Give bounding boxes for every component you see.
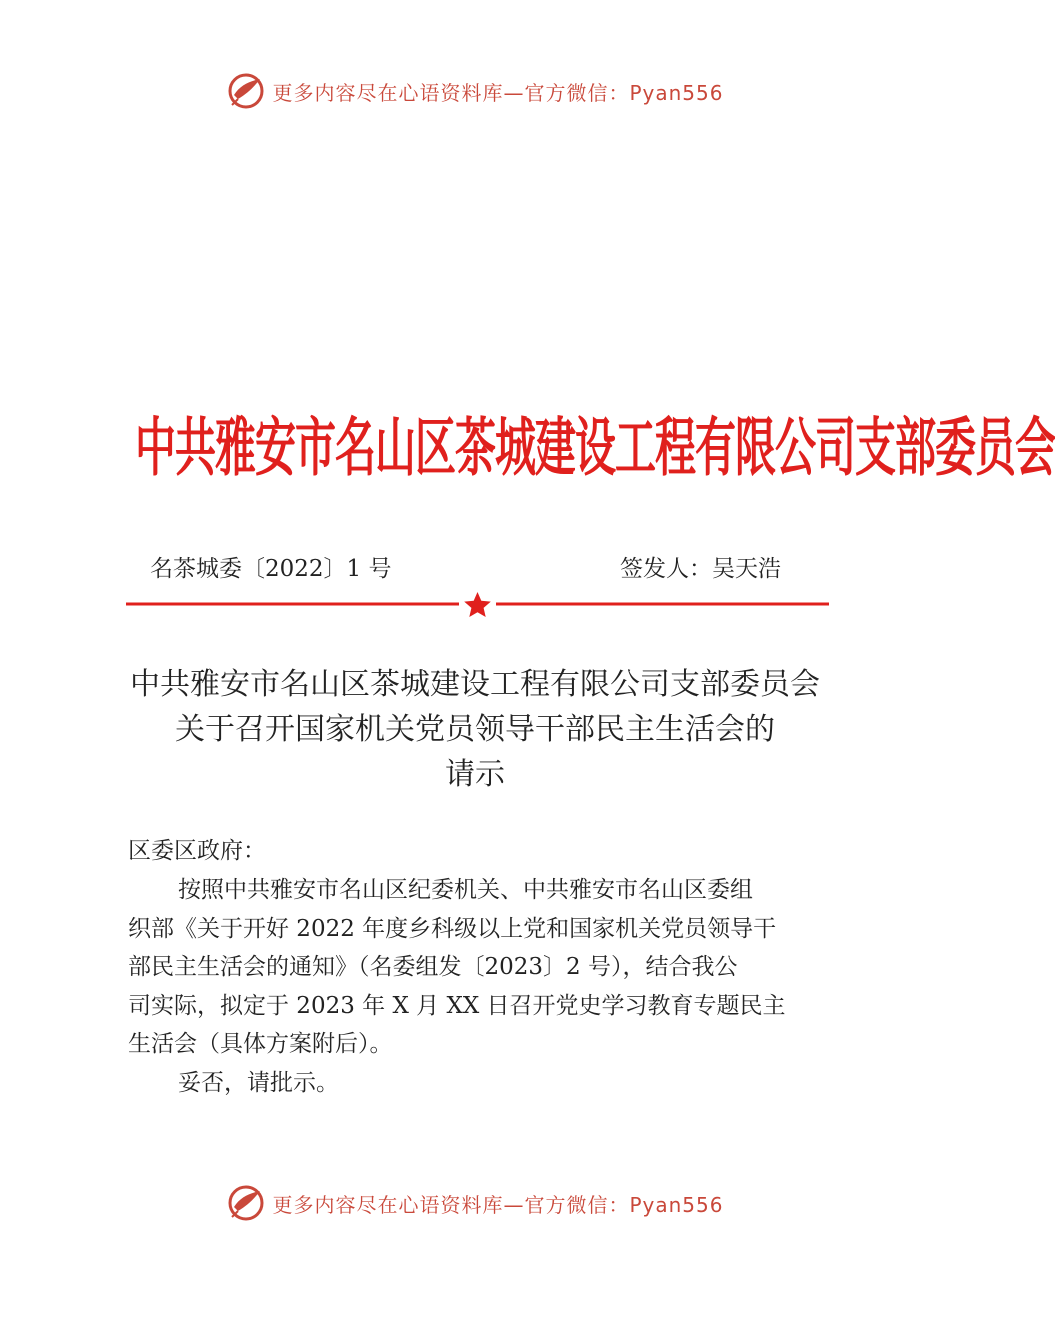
watermark-text: 更多内容尽在心语资料库—官方微信：Pyan556	[272, 80, 724, 105]
document-body	[128, 871, 828, 1102]
issuing-organization-title: 中共雅安市名山区茶城建设工程有限公司支部委员会	[135, 410, 1055, 486]
signer: 签发人：吴天浩	[620, 556, 781, 582]
watermark-footer	[0, 1183, 950, 1223]
red-separator-line	[126, 592, 829, 616]
body-line: 司实际，拟定于 2023 年 X 月 XX 日召开党史学习教育专题民主	[128, 992, 786, 1019]
title-line: 中共雅安市名山区茶城建设工程有限公司支部委员会	[130, 667, 820, 702]
watermark-text: 更多内容尽在心语资料库—官方微信：Pyan556	[272, 1192, 724, 1217]
title-line: 请示	[445, 757, 505, 792]
body-line: 妥否，请批示。	[178, 1069, 339, 1096]
body-line: 按照中共雅安市名山区纪委机关、中共雅安市名山区委组	[178, 877, 753, 903]
star-icon	[464, 592, 491, 617]
document-title	[125, 662, 825, 797]
watermark-header	[0, 71, 950, 111]
body-line: 部民主生活会的通知》（名委组发〔2023〕2 号），结合我公	[128, 954, 738, 980]
body-line: 生活会（具体方案附后）。	[128, 1031, 393, 1057]
quill-logo-icon	[226, 71, 266, 111]
document-number: 名茶城委〔2022〕1 号	[150, 556, 392, 582]
salutation: 区委区政府：	[128, 838, 266, 864]
body-line: 织部《关于开好 2022 年度乡科级以上党和国家机关党员领导干	[128, 915, 777, 942]
quill-logo-icon	[226, 1183, 266, 1223]
title-line: 关于召开国家机关党员领导干部民主生活会的	[175, 712, 775, 747]
